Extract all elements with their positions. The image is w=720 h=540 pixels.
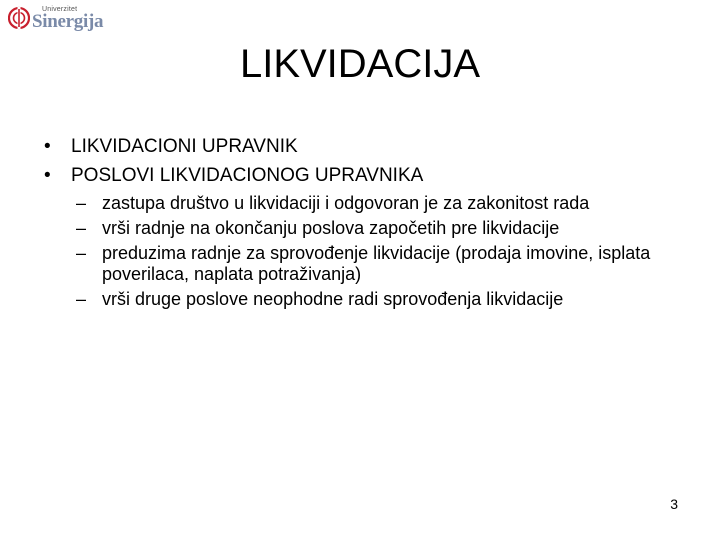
university-logo	[8, 6, 104, 32]
sub-bullet-item: – vrši radnje na okončanju poslova započetih pre likvidacije	[76, 218, 676, 239]
sub-bullet-item: – zastupa društvo u likvidaciji i odgovoran je za zakonitost rada	[76, 193, 676, 214]
sub-bullet-list	[76, 193, 676, 314]
logo-name: Sinergija	[32, 11, 104, 32]
slide-title: LIKVIDACIJA	[239, 42, 481, 86]
bullet-item: • LIKVIDACIONI UPRAVNIK	[44, 132, 423, 161]
logo-emblem-icon	[8, 6, 30, 30]
page-number: 3	[670, 496, 678, 512]
sub-bullet-item: – preduzima radnje za sprovođenje likvidacije (prodaja imovine, isplata poverilaca, naplata potraživanja)	[76, 243, 676, 285]
logo-small-text: Univerzitet	[42, 6, 78, 13]
sub-bullet-item: – vrši druge poslove neophodne radi sprovođenja likvidacije	[76, 289, 676, 310]
bullet-list	[44, 132, 423, 190]
bullet-item: • POSLOVI LIKVIDACIONOG UPRAVNIKA	[44, 161, 423, 190]
